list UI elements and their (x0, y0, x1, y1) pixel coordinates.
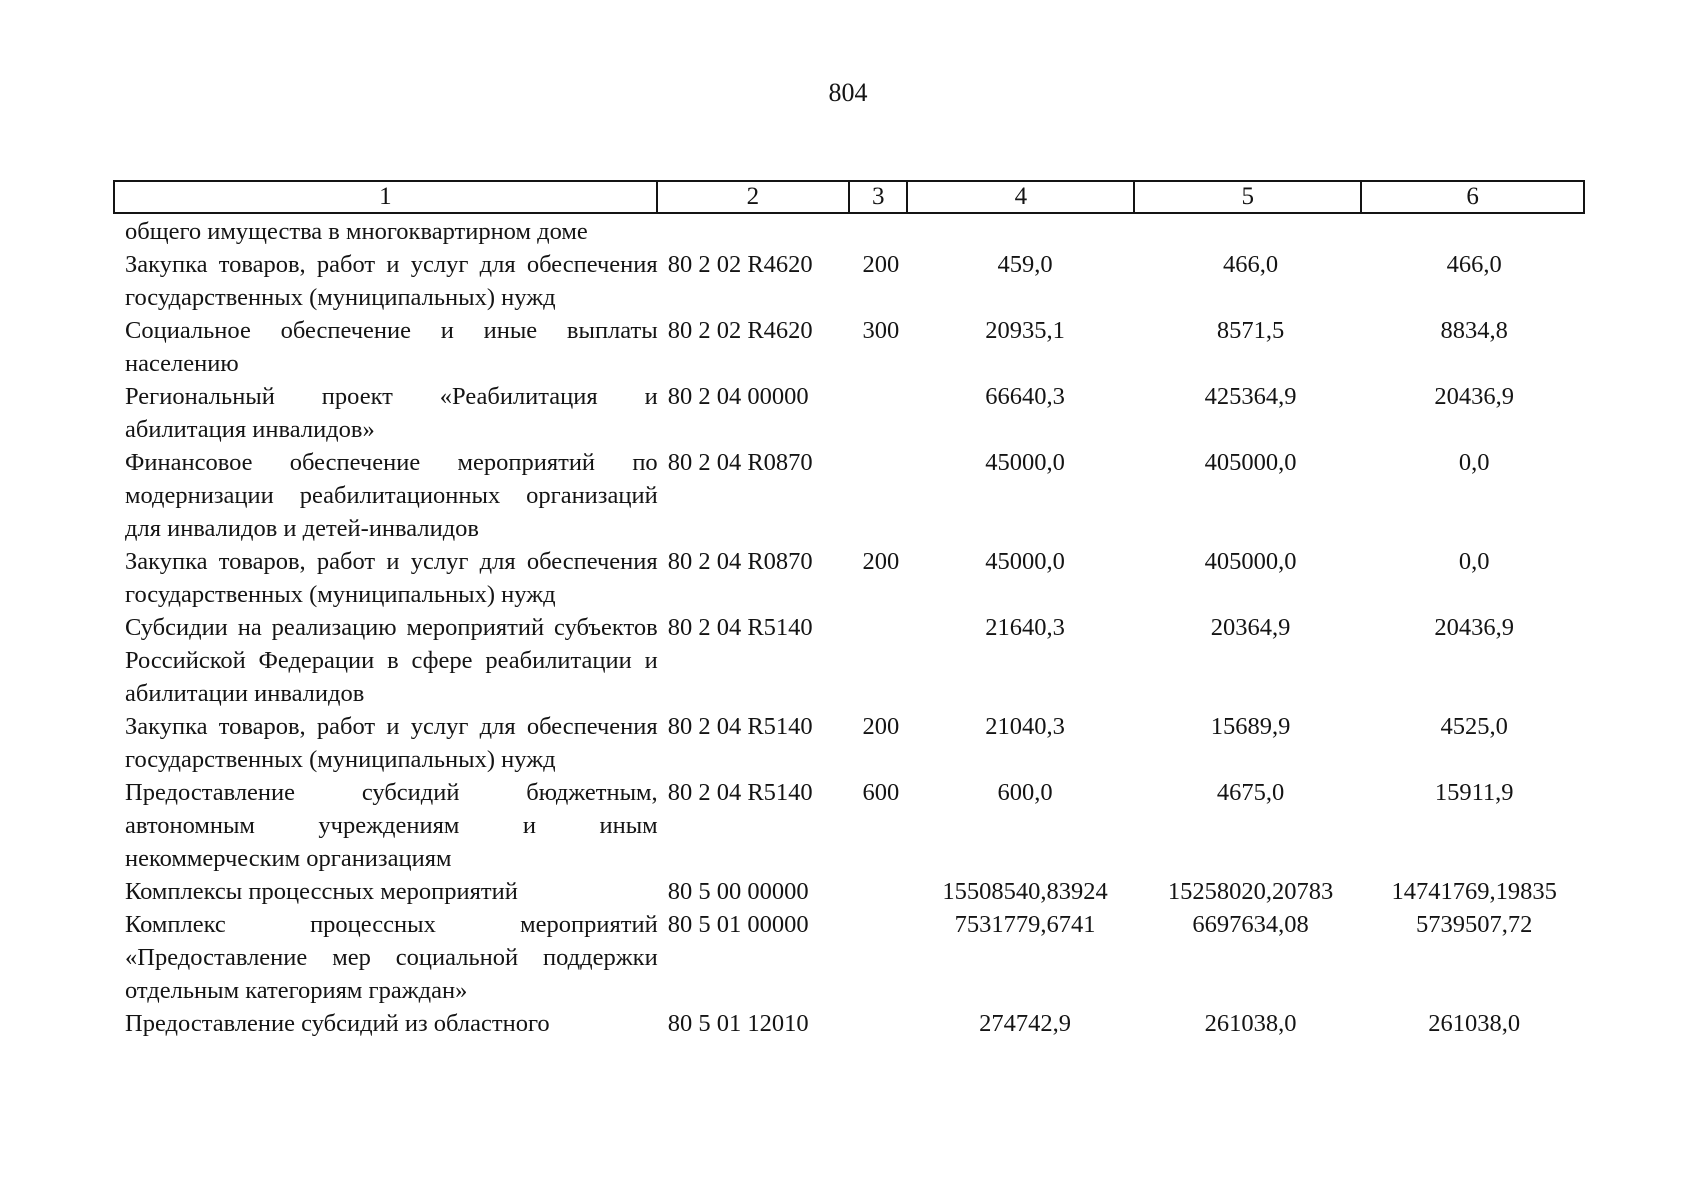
table-row (113, 776, 1585, 875)
row-value-col-5: 425364,9 (1204, 383, 1297, 410)
row-code: 80 2 04 R0870 (667, 548, 813, 575)
row-description: Закупка товаров, работ и услуг для обеспечения государственных (муниципальных) нужд (125, 713, 658, 773)
table-row (113, 380, 1585, 446)
row-value-col-5: 466,0 (1223, 251, 1279, 278)
row-value-col-5: 8571,5 (1216, 317, 1285, 344)
row-description: Закупка товаров, работ и услуг для обеспечения государственных (муниципальных) нужд (125, 548, 658, 608)
row-description: Региональный проект «Реабилитация и абилитация инвалидов» (125, 383, 658, 443)
header-col-6: 6 (1466, 183, 1479, 210)
row-expense-type: 200 (862, 251, 900, 278)
row-value-col-5: 405000,0 (1204, 548, 1297, 575)
row-code: 80 2 04 R5140 (667, 614, 813, 641)
row-value-col-4: 7531779,6741 (954, 911, 1096, 938)
row-value-col-4: 21040,3 (985, 713, 1065, 740)
row-value-col-6: 15911,9 (1434, 779, 1514, 806)
row-value-col-5: 15258020,20783 (1167, 878, 1334, 905)
row-value-col-5: 15689,9 (1210, 713, 1291, 740)
table-header (113, 180, 1585, 214)
table-row (113, 611, 1585, 710)
row-value-col-4: 45000,0 (985, 449, 1065, 476)
row-value-col-4: 15508540,83924 (942, 878, 1108, 905)
table-body (113, 215, 1585, 1040)
row-code: 80 5 01 12010 (667, 1010, 809, 1037)
row-description: Закупка товаров, работ и услуг для обеспечения государственных (муниципальных) нужд (125, 251, 658, 311)
row-code: 80 2 04 R5140 (667, 779, 813, 806)
table-row (113, 446, 1585, 545)
row-value-col-6: 0,0 (1458, 548, 1490, 575)
row-code: 80 2 04 R0870 (667, 449, 813, 476)
row-value-col-4: 600,0 (997, 779, 1053, 806)
header-col-3: 3 (850, 182, 908, 212)
row-description: Социальное обеспечение и иные выплаты населению (125, 317, 658, 377)
header-col-2: 2 (658, 182, 850, 212)
row-expense-type: 200 (862, 548, 900, 575)
header-col-1: 1 (115, 182, 658, 212)
row-code: 80 5 00 00000 (667, 878, 809, 905)
header-col-4: 4 (908, 182, 1135, 212)
row-value-col-5: 20364,9 (1210, 614, 1291, 641)
row-value-col-6: 20436,9 (1434, 614, 1515, 641)
row-description: Финансовое обеспечение мероприятий по модернизации реабилитационных организаций для инвалидов и детей-инвалидов (125, 449, 658, 542)
row-value-col-6: 14741769,19835 (1391, 878, 1557, 905)
table-row (113, 215, 1585, 248)
table-row (113, 248, 1585, 314)
row-code: 80 5 01 00000 (667, 911, 809, 938)
row-code: 80 2 04 00000 (667, 383, 809, 410)
row-description: общего имущества в многоквартирном доме (125, 218, 588, 245)
row-value-col-5: 405000,0 (1204, 449, 1297, 476)
row-value-col-5: 6697634,08 (1192, 911, 1309, 938)
row-value-col-6: 0,0 (1458, 449, 1490, 476)
row-description: Предоставление субсидий из областного (125, 1010, 550, 1037)
table-row (113, 1007, 1585, 1040)
row-value-col-6: 466,0 (1446, 251, 1502, 278)
row-description: Предоставление субсидий бюджетным, автономным учреждениям и иным некоммерческим организациям (125, 779, 658, 872)
row-value-col-4: 20935,1 (985, 317, 1065, 344)
row-expense-type: 200 (862, 713, 900, 740)
row-code: 80 2 04 R5140 (667, 713, 813, 740)
row-value-col-6: 4525,0 (1440, 713, 1508, 740)
table-row (113, 710, 1585, 776)
row-value-col-4: 21640,3 (985, 614, 1065, 641)
row-description: Комплексы процессных мероприятий (125, 878, 518, 905)
row-value-col-4: 45000,0 (985, 548, 1065, 575)
row-expense-type: 300 (862, 317, 900, 344)
row-value-col-5: 261038,0 (1204, 1010, 1297, 1037)
row-code: 80 2 02 R4620 (667, 317, 813, 344)
row-value-col-6: 5739507,72 (1416, 911, 1533, 938)
row-expense-type: 600 (862, 779, 900, 806)
header-col-5: 5 (1135, 182, 1362, 212)
row-value-col-6: 20436,9 (1434, 383, 1515, 410)
table-row (113, 875, 1585, 908)
page-number: 804 (828, 78, 868, 107)
row-code: 80 2 02 R4620 (667, 251, 813, 278)
row-value-col-4: 459,0 (997, 251, 1053, 278)
row-value-col-6: 8834,8 (1440, 317, 1508, 344)
row-value-col-4: 66640,3 (985, 383, 1065, 410)
table-row (113, 908, 1585, 1007)
row-description: Субсидии на реализацию мероприятий субъектов Российской Федерации в сфере реабилитации и абилитации инвалидов (125, 614, 658, 707)
table-row (113, 545, 1585, 611)
row-value-col-4: 274742,9 (979, 1010, 1071, 1037)
table-row (113, 314, 1585, 380)
row-description: Комплекс процессных мероприятий «Предоставление мер социальной поддержки отдельным категориям граждан» (125, 911, 658, 1004)
row-value-col-6: 261038,0 (1428, 1010, 1521, 1037)
row-value-col-5: 4675,0 (1216, 779, 1285, 806)
